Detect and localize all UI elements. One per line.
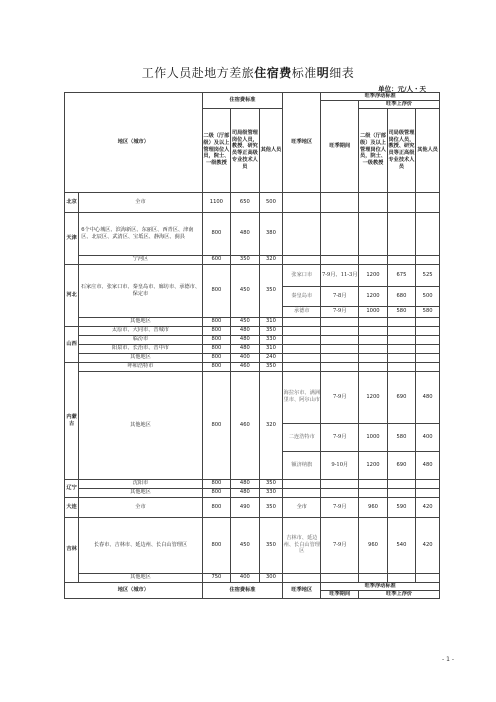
peak-period-cell: 7-9月 xyxy=(321,497,359,517)
rate-cell: 800 xyxy=(202,264,230,317)
peak-region-cell: 承德市 xyxy=(283,306,321,317)
peak-rate-cell: 480 xyxy=(416,371,440,423)
table-row xyxy=(65,479,440,488)
page-title: 工作人员赴地方差旅住宿费标准明细表 xyxy=(141,66,355,80)
empty-cell xyxy=(387,353,415,362)
city-cell: 其他地区 xyxy=(79,371,202,479)
province-tianjin: 天津 xyxy=(65,212,79,264)
province-liaoning: 辽宁 xyxy=(65,479,79,497)
empty-cell xyxy=(359,212,387,255)
table-row xyxy=(65,326,440,335)
peak-rate-cell: 580 xyxy=(416,306,440,317)
empty-cell xyxy=(387,488,415,497)
empty-cell xyxy=(416,335,440,344)
header-peak-others: 其他人员 xyxy=(416,108,440,192)
peak-region-cell: 二连浩特市 xyxy=(283,423,321,451)
header-peak-level-sub: 司局级管理岗位人员，教授、研究员等正高级专业技术人员 xyxy=(387,108,415,192)
empty-cell xyxy=(416,479,440,488)
table-row xyxy=(65,362,440,371)
empty-cell xyxy=(387,255,415,264)
rate-cell: 310 xyxy=(259,317,283,326)
empty-cell xyxy=(387,335,415,344)
peak-period-cell: 7-9月 xyxy=(321,306,359,317)
peak-rate-cell: 690 xyxy=(387,371,415,423)
empty-cell xyxy=(359,353,387,362)
empty-cell xyxy=(283,362,321,371)
empty-cell xyxy=(416,353,440,362)
header-level-sub: 司局级管理岗位人员，教授、研究员等正高级专业技术人员 xyxy=(231,108,259,192)
unit-label: 单位：元/人・天 xyxy=(378,85,426,93)
peak-period-cell: 9-10月 xyxy=(321,451,359,479)
empty-cell xyxy=(283,353,321,362)
peak-region-cell: 张家口市 xyxy=(283,264,321,286)
header-peak-level2: 二级（厅部级）及以上管理岗位人员，院士、一级教授 xyxy=(359,108,387,192)
city-cell: 6个中心城区、滨海新区、东丽区、西青区、津南区、北辰区、武清区、宝坻区、静海区、蓟县 xyxy=(79,212,202,255)
rate-cell: 350 xyxy=(231,255,259,264)
rate-cell: 300 xyxy=(259,573,283,582)
peak-rate-cell: 1200 xyxy=(359,451,387,479)
empty-cell xyxy=(283,344,321,353)
empty-cell xyxy=(387,573,415,582)
province-dalian: 大连 xyxy=(65,497,79,517)
rate-cell: 460 xyxy=(231,371,259,479)
peak-rate-cell: 525 xyxy=(416,264,440,286)
empty-cell xyxy=(359,317,387,326)
footer-header-peak-upper: 旺季上浮价 xyxy=(359,590,440,598)
empty-cell xyxy=(387,362,415,371)
table-row xyxy=(65,264,440,286)
empty-cell xyxy=(321,335,359,344)
rate-cell: 460 xyxy=(231,362,259,371)
header-peak-float-std: 旺季浮动标准 xyxy=(321,93,440,101)
empty-cell xyxy=(416,192,440,212)
peak-rate-cell: 400 xyxy=(416,423,440,451)
empty-cell xyxy=(416,362,440,371)
empty-cell xyxy=(416,573,440,582)
peak-region-cell: 额济纳旗 xyxy=(283,451,321,479)
city-cell: 临汾市 xyxy=(79,335,202,344)
rate-cell: 800 xyxy=(202,344,230,353)
header-peak-period: 旺季期间 xyxy=(321,100,359,192)
peak-rate-cell: 960 xyxy=(359,517,387,573)
rate-cell: 800 xyxy=(202,335,230,344)
city-cell: 其他地区 xyxy=(79,573,202,582)
city-cell: 太原市、大同市、晋城市 xyxy=(79,326,202,335)
peak-region-cell: 秦皇岛市 xyxy=(283,286,321,306)
empty-cell xyxy=(321,212,359,255)
province-neimenggu: 内蒙古 xyxy=(65,362,79,479)
empty-cell xyxy=(359,326,387,335)
empty-cell xyxy=(321,488,359,497)
rate-cell: 650 xyxy=(231,192,259,212)
rate-cell: 400 xyxy=(231,353,259,362)
rate-cell: 480 xyxy=(231,212,259,255)
rate-cell: 480 xyxy=(231,335,259,344)
header-peak-region: 旺季地区 xyxy=(283,93,321,193)
city-cell: 其他地区 xyxy=(79,353,202,362)
peak-rate-cell: 580 xyxy=(387,423,415,451)
rate-cell: 500 xyxy=(259,192,283,212)
city-cell: 石家庄市、张家口市、秦皇岛市、廊坊市、承德市、保定市 xyxy=(79,264,202,317)
empty-cell xyxy=(283,317,321,326)
rate-cell: 800 xyxy=(202,353,230,362)
header-level2: 二级（厅部级）及以上管理岗位人员，院士、一级教授 xyxy=(202,108,230,192)
table-row xyxy=(65,344,440,353)
peak-rate-cell: 580 xyxy=(387,306,415,317)
empty-cell xyxy=(283,479,321,488)
empty-cell xyxy=(321,317,359,326)
peak-period-cell: 7-9月 xyxy=(321,371,359,423)
peak-rate-cell: 680 xyxy=(387,286,415,306)
rate-cell: 350 xyxy=(259,326,283,335)
empty-cell xyxy=(416,488,440,497)
peak-rate-cell: 480 xyxy=(416,451,440,479)
rate-cell: 800 xyxy=(202,479,230,488)
empty-cell xyxy=(283,255,321,264)
empty-cell xyxy=(416,255,440,264)
city-cell: 呼和浩特市 xyxy=(79,362,202,371)
header-region: 地区（城市） xyxy=(65,93,203,193)
empty-cell xyxy=(283,573,321,582)
empty-cell xyxy=(283,326,321,335)
peak-period-cell: 7-9月 xyxy=(321,517,359,573)
rate-cell: 350 xyxy=(259,479,283,488)
peak-rate-cell: 690 xyxy=(387,451,415,479)
city-cell: 长春市、吉林市、延边州、长白山管理区 xyxy=(79,517,202,573)
footer-header-lodging-std: 住宿费标准 xyxy=(202,582,283,598)
rate-cell: 380 xyxy=(259,212,283,255)
rate-cell: 750 xyxy=(202,573,230,582)
peak-rate-cell: 420 xyxy=(416,497,440,517)
empty-cell xyxy=(283,192,321,212)
empty-cell xyxy=(387,479,415,488)
footer-header-region: 地区（城市） xyxy=(65,582,203,598)
peak-rate-cell: 1000 xyxy=(359,423,387,451)
city-cell: 沈阳市 xyxy=(79,479,202,488)
rate-cell: 320 xyxy=(259,255,283,264)
peak-period-cell: 7-9月、11-3月 xyxy=(321,264,359,286)
rate-cell: 800 xyxy=(202,326,230,335)
province-jilin: 吉林 xyxy=(65,517,79,582)
empty-cell xyxy=(359,344,387,353)
rate-cell: 240 xyxy=(259,353,283,362)
peak-rate-cell: 675 xyxy=(387,264,415,286)
empty-cell xyxy=(359,335,387,344)
city-cell: 阳泉市、长治市、晋中市 xyxy=(79,344,202,353)
rate-cell: 450 xyxy=(231,317,259,326)
rate-cell: 480 xyxy=(231,326,259,335)
empty-cell xyxy=(416,326,440,335)
table-row xyxy=(65,573,440,582)
rate-cell: 800 xyxy=(202,517,230,573)
empty-cell xyxy=(321,362,359,371)
table-row xyxy=(65,212,440,255)
rate-cell: 350 xyxy=(259,497,283,517)
table-row xyxy=(65,353,440,362)
peak-region-cell: 全市 xyxy=(283,497,321,517)
table-row xyxy=(65,371,440,423)
rate-cell: 600 xyxy=(202,255,230,264)
table-row xyxy=(65,317,440,326)
rate-cell: 800 xyxy=(202,317,230,326)
empty-cell xyxy=(387,192,415,212)
rate-cell: 350 xyxy=(259,362,283,371)
header-lodging-std: 住宿费标准 xyxy=(202,93,283,109)
rate-cell: 320 xyxy=(259,371,283,479)
peak-rate-cell: 540 xyxy=(387,517,415,573)
lodging-standard-table xyxy=(64,92,440,599)
empty-cell xyxy=(387,212,415,255)
rate-cell: 330 xyxy=(259,488,283,497)
empty-cell xyxy=(359,573,387,582)
empty-cell xyxy=(359,192,387,212)
province-beijing: 北京 xyxy=(65,192,79,212)
footer-header-peak-period: 旺季期间 xyxy=(321,590,359,598)
rate-cell: 350 xyxy=(259,517,283,573)
peak-rate-cell: 1000 xyxy=(359,306,387,317)
rate-cell: 1100 xyxy=(202,192,230,212)
rate-cell: 310 xyxy=(259,344,283,353)
footer-header-peak-region: 旺季地区 xyxy=(283,582,321,598)
empty-cell xyxy=(359,488,387,497)
empty-cell xyxy=(321,479,359,488)
rate-cell: 800 xyxy=(202,371,230,479)
empty-cell xyxy=(321,573,359,582)
empty-cell xyxy=(416,317,440,326)
peak-region-cell: 吉林市、延边州、长白山管理区 xyxy=(283,517,321,573)
peak-rate-cell: 420 xyxy=(416,517,440,573)
rate-cell: 800 xyxy=(202,212,230,255)
rate-cell: 350 xyxy=(259,264,283,317)
empty-cell xyxy=(283,212,321,255)
province-hebei: 河北 xyxy=(65,264,79,326)
peak-rate-cell: 500 xyxy=(416,286,440,306)
city-cell: 其他地区 xyxy=(79,488,202,497)
rate-cell: 400 xyxy=(231,573,259,582)
header-peak-upper: 旺季上浮价 xyxy=(359,100,440,108)
table-row xyxy=(65,192,440,212)
peak-rate-cell: 1200 xyxy=(359,371,387,423)
empty-cell xyxy=(321,326,359,335)
rate-cell: 480 xyxy=(231,488,259,497)
empty-cell xyxy=(359,255,387,264)
peak-period-cell: 7-9月 xyxy=(321,423,359,451)
rate-cell: 800 xyxy=(202,488,230,497)
empty-cell xyxy=(321,353,359,362)
empty-cell xyxy=(283,335,321,344)
table-row xyxy=(65,497,440,517)
table-row xyxy=(65,488,440,497)
empty-cell xyxy=(416,344,440,353)
city-cell: 其他地区 xyxy=(79,317,202,326)
empty-cell xyxy=(416,212,440,255)
peak-region-cell: 海拉尔市、满洲里市、阿尔山市 xyxy=(283,371,321,423)
empty-cell xyxy=(359,362,387,371)
table-row xyxy=(65,517,440,573)
empty-cell xyxy=(387,326,415,335)
empty-cell xyxy=(321,192,359,212)
rate-cell: 330 xyxy=(259,335,283,344)
peak-rate-cell: 590 xyxy=(387,497,415,517)
city-cell: 宁河区 xyxy=(79,255,202,264)
footer-header-peak-float-std: 旺季浮动标准 xyxy=(321,582,440,590)
empty-cell xyxy=(387,344,415,353)
peak-rate-cell: 1200 xyxy=(359,264,387,286)
rate-cell: 480 xyxy=(231,344,259,353)
province-shanxi: 山西 xyxy=(65,326,79,362)
rate-cell: 490 xyxy=(231,497,259,517)
rate-cell: 800 xyxy=(202,362,230,371)
empty-cell xyxy=(321,344,359,353)
peak-rate-cell: 960 xyxy=(359,497,387,517)
table-row xyxy=(65,255,440,264)
empty-cell xyxy=(283,488,321,497)
empty-cell xyxy=(387,317,415,326)
city-cell: 全市 xyxy=(79,497,202,517)
peak-period-cell: 7-8月 xyxy=(321,286,359,306)
city-cell: 全市 xyxy=(79,192,202,212)
rate-cell: 800 xyxy=(202,497,230,517)
table-row xyxy=(65,335,440,344)
rate-cell: 450 xyxy=(231,517,259,573)
rate-cell: 450 xyxy=(231,264,259,317)
page-number: - 1 - xyxy=(442,656,454,663)
header-others: 其他人员 xyxy=(259,108,283,192)
empty-cell xyxy=(359,479,387,488)
empty-cell xyxy=(321,255,359,264)
peak-rate-cell: 1200 xyxy=(359,286,387,306)
rate-cell: 480 xyxy=(231,479,259,488)
